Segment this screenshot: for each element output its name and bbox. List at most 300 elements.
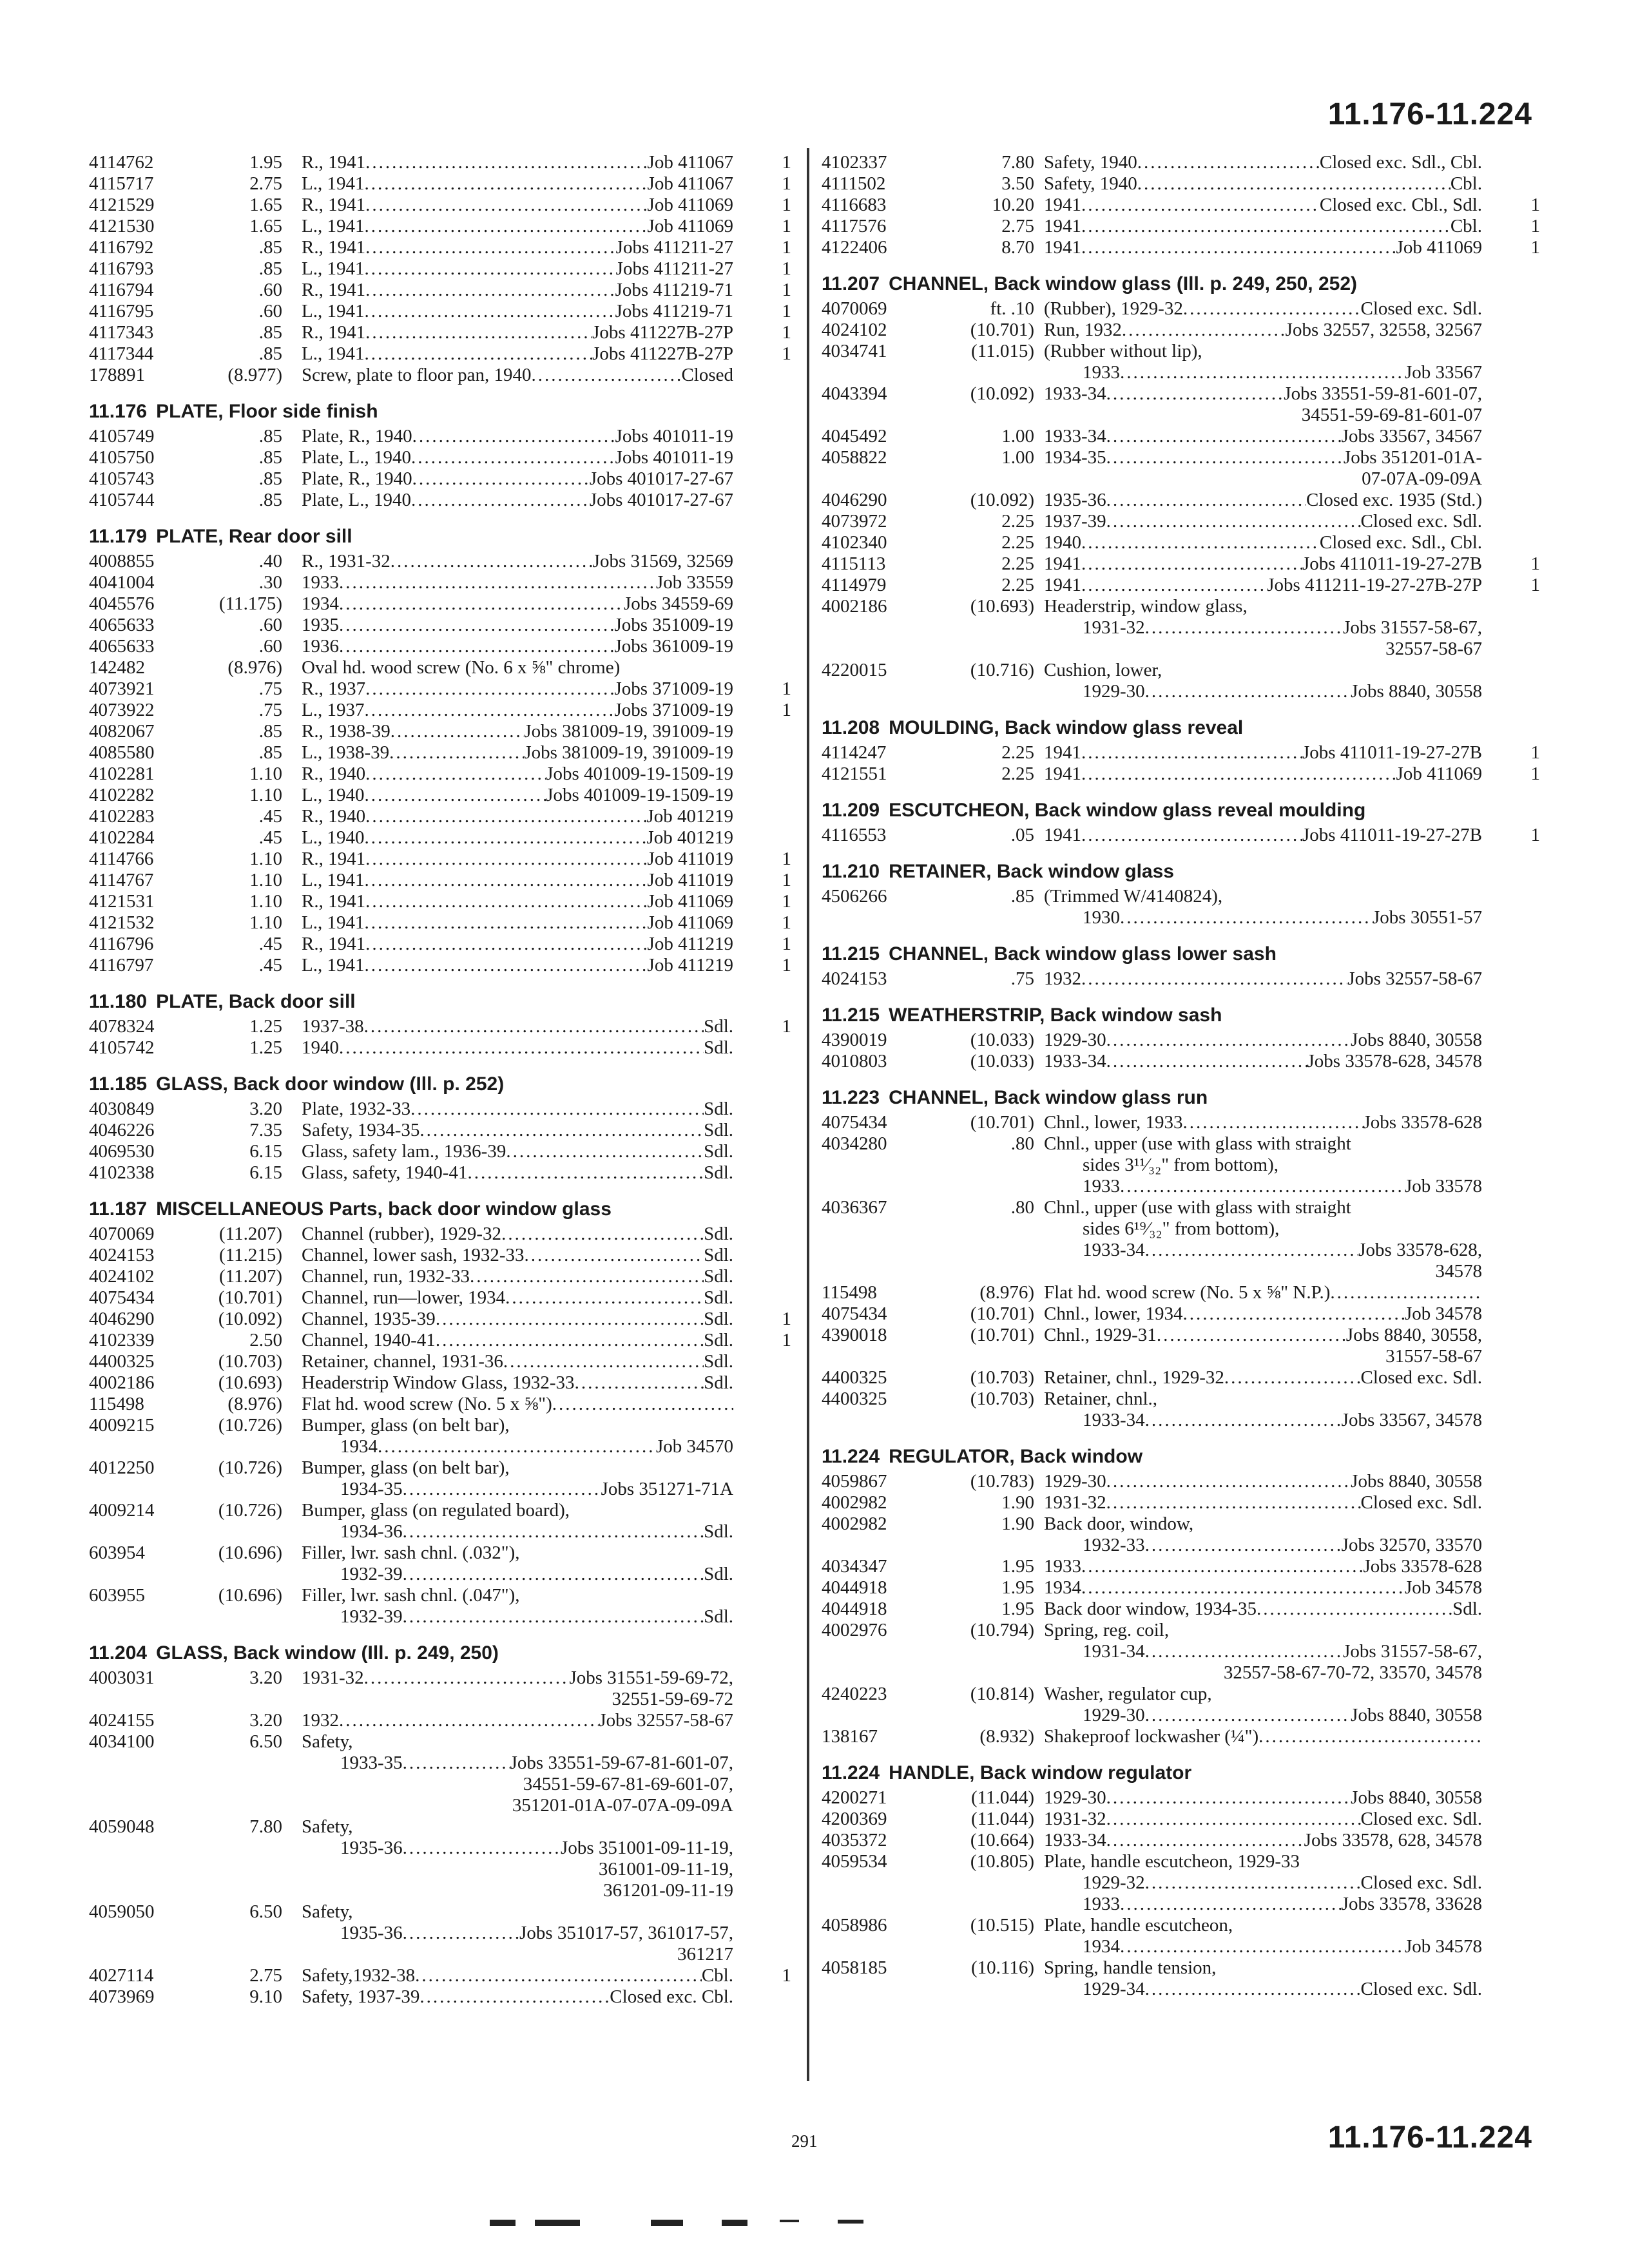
- description: [302, 490, 733, 511]
- catalog-row: [89, 216, 791, 237]
- description-text: L., 1941: [302, 870, 365, 890]
- quantity: 1: [1530, 575, 1540, 595]
- part-number: 4400325: [89, 1351, 155, 1372]
- application: Jobs 8840, 30558: [1351, 1705, 1482, 1725]
- continuation: [302, 1521, 733, 1542]
- description-text: Bumper, glass (on belt bar),: [302, 1415, 510, 1436]
- description-text: R., 1940: [302, 806, 366, 827]
- description-text: 1933-34: [1044, 1830, 1106, 1850]
- price: .85: [258, 742, 282, 763]
- description: [302, 636, 733, 657]
- part-number: 4045576: [89, 593, 155, 614]
- part-number: 4034280: [822, 1133, 887, 1154]
- part-number: 4041004: [89, 572, 155, 593]
- section-number: 11.215: [822, 1004, 880, 1026]
- price: 3.20: [249, 1667, 282, 1688]
- section-heading: [822, 1762, 1540, 1785]
- description: [302, 468, 733, 490]
- part-number: 4117576: [822, 216, 887, 236]
- description-text: R., 1941: [302, 237, 366, 258]
- price: .85: [258, 258, 282, 279]
- part-number: 4069530: [89, 1141, 155, 1162]
- description: [302, 1224, 733, 1245]
- section-number: 11.207: [822, 273, 880, 294]
- quantity: 1: [1530, 553, 1540, 574]
- part-number: 4070069: [822, 298, 887, 319]
- description: [1044, 1133, 1482, 1155]
- description: [302, 785, 733, 806]
- application: Job 33559: [655, 572, 733, 593]
- description: [1044, 1556, 1482, 1577]
- description: [1044, 553, 1482, 575]
- quantity: 1: [782, 301, 791, 322]
- description: [1044, 237, 1482, 258]
- description-text: 1934-35: [1044, 447, 1106, 468]
- quantity: 1: [782, 934, 791, 954]
- part-number: 4065633: [89, 636, 155, 657]
- description-text: 1929-32: [1083, 1872, 1145, 1893]
- catalog-row: [89, 955, 791, 976]
- part-number: 4002976: [822, 1620, 887, 1640]
- catalog-row: [89, 615, 791, 636]
- description-text: L., 1941: [302, 343, 365, 364]
- price: 1.95: [1001, 1577, 1034, 1598]
- catalog-row: [822, 1809, 1540, 1830]
- price: (11.215): [219, 1245, 282, 1265]
- price: 1.95: [1001, 1599, 1034, 1619]
- application: Sdl.: [704, 1141, 733, 1162]
- leader-dots: [505, 1287, 704, 1309]
- description: [1044, 1389, 1482, 1410]
- catalog-continuation-row: [822, 1535, 1540, 1556]
- description: [302, 1457, 733, 1479]
- leader-dots: [1081, 553, 1302, 575]
- part-number: 4012250: [89, 1457, 155, 1478]
- description-text: Filler, lwr. sash chnl. (.047"),: [302, 1585, 520, 1606]
- leader-dots: [1120, 1176, 1405, 1197]
- description-text: R., 1941: [302, 280, 366, 300]
- description-text: 1933: [1083, 362, 1120, 383]
- price: 3.20: [249, 1099, 282, 1119]
- leader-dots: [339, 572, 656, 593]
- price: (10.703): [970, 1367, 1034, 1388]
- section-number: 11.209: [822, 800, 880, 821]
- part-number: 4116796: [89, 934, 154, 954]
- description: [302, 1986, 733, 2008]
- application: Job 411219: [647, 955, 733, 975]
- description: [302, 1120, 733, 1141]
- catalog-continuation-row: [822, 617, 1540, 639]
- leader-dots: [1106, 447, 1344, 468]
- column-divider: [807, 148, 809, 2081]
- description-text: Channel, 1935-39: [302, 1309, 436, 1329]
- application: Jobs 33567, 34567: [1341, 426, 1482, 447]
- price: (10.701): [970, 1303, 1034, 1324]
- application: Jobs 411211-27: [615, 237, 733, 258]
- description: [1044, 1197, 1482, 1218]
- part-number: 4114762: [89, 152, 154, 173]
- catalog-row: [89, 1099, 791, 1120]
- leader-dots: [1145, 617, 1343, 639]
- catalog-row: [822, 1599, 1540, 1620]
- description: [302, 849, 733, 870]
- continuation: [302, 1564, 733, 1585]
- part-number: 4116795: [89, 301, 154, 322]
- price: 3.50: [1001, 173, 1034, 194]
- section-heading: [89, 1073, 791, 1096]
- quantity: 1: [782, 849, 791, 869]
- price: (10.794): [970, 1620, 1034, 1640]
- continuation: [1044, 1894, 1482, 1915]
- catalog-row: [822, 660, 1540, 681]
- section-title-text: PLATE, Floor side finish: [156, 401, 378, 422]
- application: Job 411069: [1396, 764, 1482, 784]
- description: [302, 195, 733, 216]
- description: [302, 1351, 733, 1372]
- leader-dots: [411, 490, 590, 511]
- leader-dots: [364, 700, 614, 721]
- part-number: 4075434: [89, 1287, 155, 1308]
- part-number: 4043394: [822, 383, 887, 404]
- catalog-continuation-row: [89, 1838, 791, 1859]
- description-text: Plate, R., 1940: [302, 426, 412, 447]
- application: Job 401219: [646, 827, 733, 848]
- catalog-row: [89, 1162, 791, 1184]
- leader-dots: [364, 216, 647, 237]
- description-text: Chnl., lower, 1933: [1044, 1112, 1183, 1133]
- leader-dots: [390, 551, 593, 572]
- price: .40: [258, 551, 282, 572]
- leader-dots: [1081, 968, 1347, 990]
- price: 2.25: [1001, 511, 1034, 532]
- section-title-text: PLATE, Rear door sill: [156, 526, 352, 547]
- price: ft. .10: [990, 298, 1034, 319]
- application: Jobs 351009-19: [614, 615, 733, 635]
- application: Job 411219: [647, 934, 733, 954]
- price: (10.696): [218, 1542, 282, 1563]
- catalog-continuation-row: [89, 1436, 791, 1457]
- description: [302, 678, 733, 700]
- description-text: Chnl., upper (use with glass with straight: [1044, 1133, 1351, 1154]
- catalog-continuation-row: [822, 1410, 1540, 1431]
- description-text: 1935-36: [1044, 490, 1106, 510]
- part-number: 4114247: [822, 742, 887, 763]
- description-text: R., 1941: [302, 849, 366, 869]
- price: 1.95: [1001, 1556, 1034, 1577]
- catalog-row: [89, 468, 791, 490]
- price: 2.25: [1001, 575, 1034, 595]
- catalog-row: [822, 426, 1540, 447]
- section-number: 11.187: [89, 1198, 148, 1220]
- description: [302, 173, 733, 195]
- section-number: 11.210: [822, 861, 880, 882]
- description-text: Retainer, chnl., 1929-32: [1044, 1367, 1224, 1388]
- description-text: Washer, regulator cup,: [1044, 1684, 1212, 1704]
- description-text: sides 6¹⁹⁄₃₂" from bottom),: [1083, 1218, 1280, 1239]
- description-text: 1932-33: [1083, 1535, 1145, 1555]
- description-text: Plate, L., 1940: [302, 490, 411, 510]
- leader-dots: [364, 785, 546, 806]
- description: [302, 870, 733, 891]
- description-text: 1941: [1044, 575, 1081, 595]
- application: Sdl.: [704, 1309, 733, 1329]
- continuation: [302, 1859, 733, 1880]
- continuation: [1044, 1641, 1482, 1662]
- catalog-continuation-row: [822, 1240, 1540, 1261]
- continuation: [1044, 1662, 1482, 1684]
- description: [1044, 216, 1482, 237]
- description-text: L., 1940: [302, 827, 365, 848]
- description: [302, 1667, 733, 1689]
- catalog-continuation-row: [822, 1218, 1540, 1240]
- leader-dots: [365, 806, 646, 827]
- application: Jobs 32557-58-67: [599, 1710, 733, 1731]
- application: Jobs 33551-59-67-81-601-07,: [510, 1753, 733, 1773]
- application: Sdl.: [704, 1287, 733, 1308]
- price: .45: [258, 955, 282, 975]
- description: [1044, 1492, 1482, 1514]
- description-text: 1934-35: [340, 1479, 403, 1499]
- price: (10.701): [970, 1112, 1034, 1133]
- price: 1.10: [249, 912, 282, 933]
- quantity: 1: [782, 173, 791, 194]
- application: Jobs 411219-71: [615, 280, 733, 300]
- price: (11.015): [971, 341, 1034, 361]
- leader-dots: [403, 1838, 561, 1859]
- price: 6.50: [249, 1731, 282, 1752]
- part-number: 4024153: [89, 1245, 155, 1265]
- description: [302, 827, 733, 849]
- continuation: [1044, 468, 1482, 490]
- application: Sdl.: [704, 1037, 733, 1058]
- price: .80: [1010, 1197, 1034, 1218]
- continuation: [302, 1689, 733, 1710]
- price: (11.044): [971, 1809, 1034, 1829]
- description: [302, 1309, 733, 1330]
- description-text: Spring, reg. coil,: [1044, 1620, 1170, 1640]
- left-column: [89, 152, 791, 2008]
- part-number: 4010803: [822, 1051, 887, 1072]
- part-number: 4102339: [89, 1330, 155, 1350]
- application: 351201-01A-07-07A-09-09A: [512, 1795, 733, 1816]
- catalog-row: [822, 1303, 1540, 1325]
- leader-dots: [1106, 1809, 1361, 1830]
- section-heading: [822, 273, 1540, 296]
- application: Closed exc. Sdl.: [1360, 1979, 1482, 1999]
- description: [302, 593, 733, 615]
- application: Jobs 361009-19: [614, 636, 733, 657]
- leader-dots: [1145, 1872, 1361, 1894]
- continuation: [1044, 639, 1482, 660]
- description-text: 1929-30: [1044, 1030, 1106, 1050]
- leader-dots: [467, 1162, 704, 1184]
- leader-dots: [525, 1245, 704, 1266]
- description-text: 1934: [1083, 1936, 1120, 1957]
- description: [1044, 1112, 1482, 1133]
- description-text: R., 1941: [302, 934, 366, 954]
- price: .60: [258, 280, 282, 300]
- application: 32551-59-69-72: [612, 1689, 733, 1709]
- application: Job 33567: [1404, 362, 1482, 383]
- price: 1.25: [249, 1016, 282, 1037]
- section-number: 11.185: [89, 1073, 148, 1095]
- price: .85: [258, 468, 282, 489]
- catalog-row: [89, 447, 791, 468]
- application: 361001-09-11-19,: [598, 1859, 733, 1879]
- description: [302, 1245, 733, 1266]
- application: Jobs 411011-19-27-27B: [1302, 825, 1482, 845]
- description-text: 1935: [302, 615, 339, 635]
- section-number: 11.223: [822, 1087, 880, 1108]
- catalog-continuation-row: [822, 681, 1540, 702]
- part-number: 4024102: [822, 320, 887, 340]
- page-number: 291: [791, 2131, 818, 2151]
- price: 2.25: [1001, 764, 1034, 784]
- description-text: Flat hd. wood screw (No. 5 x ⅝"): [302, 1394, 552, 1414]
- leader-dots: [1081, 742, 1302, 764]
- price: .60: [258, 636, 282, 657]
- description-text: R., 1941: [302, 195, 366, 215]
- description: [1044, 575, 1482, 596]
- description: [1044, 1514, 1482, 1535]
- catalog-row: [822, 742, 1540, 764]
- part-number: 4102337: [822, 152, 887, 173]
- part-number: 4002982: [822, 1492, 887, 1513]
- leader-dots: [365, 280, 615, 301]
- leader-dots: [1106, 1492, 1361, 1514]
- description-text: R., 1937: [302, 678, 366, 699]
- quantity: 1: [782, 322, 791, 343]
- description: [302, 1500, 733, 1521]
- quantity: 1: [782, 195, 791, 215]
- description-text: Chnl., 1929-31: [1044, 1325, 1157, 1345]
- application: Closed exc. Sdl.: [1360, 511, 1482, 532]
- description: [302, 721, 733, 742]
- catalog-continuation-row: [89, 1923, 791, 1944]
- catalog-row: [89, 1037, 791, 1059]
- continuation: [302, 1753, 733, 1774]
- application: Closed exc. Sdl., Cbl.: [1319, 532, 1482, 553]
- catalog-continuation-row: [89, 1689, 791, 1710]
- catalog-row: [89, 870, 791, 891]
- catalog-continuation-row: [822, 639, 1540, 660]
- leader-dots: [364, 301, 615, 322]
- description: [302, 237, 733, 258]
- part-number: 4102281: [89, 764, 155, 784]
- description-text: L., 1937: [302, 700, 365, 720]
- leader-dots: [365, 764, 546, 785]
- application: Cbl.: [1450, 173, 1482, 194]
- description: [302, 280, 733, 301]
- continuation: [1044, 1979, 1482, 2000]
- application: Job 401219: [646, 806, 733, 827]
- application: Job 34570: [655, 1436, 733, 1457]
- section-title-text: ESCUTCHEON, Back window glass reveal moulding: [889, 800, 1366, 821]
- application: Sdl.: [704, 1266, 733, 1287]
- price: (10.693): [970, 596, 1034, 617]
- description-text: Plate, 1932-33: [302, 1099, 411, 1119]
- price: 7.80: [1001, 152, 1034, 173]
- quantity: 1: [782, 280, 791, 300]
- catalog-row: [89, 1372, 791, 1394]
- part-number: 4200369: [822, 1809, 887, 1829]
- part-number: 4121530: [89, 216, 155, 236]
- leader-dots: [532, 365, 682, 386]
- description-text: 1934: [340, 1436, 378, 1457]
- catalog-row: [822, 1133, 1540, 1155]
- section-title-text: PLATE, Back door sill: [156, 991, 356, 1012]
- catalog-row: [89, 365, 791, 386]
- description: [1044, 1787, 1482, 1809]
- price: (10.092): [970, 490, 1034, 510]
- part-number: 4121529: [89, 195, 155, 215]
- catalog-row: [89, 934, 791, 955]
- quantity: 1: [782, 152, 791, 173]
- part-number: 603954: [89, 1542, 145, 1563]
- leader-dots: [364, 173, 647, 195]
- catalog-row: [822, 596, 1540, 617]
- application: Sdl.: [704, 1120, 733, 1140]
- description-text: Cushion, lower,: [1044, 660, 1162, 680]
- description-text: 1933-34: [1044, 1051, 1106, 1072]
- application: Job 411069: [647, 912, 733, 933]
- description: [302, 551, 733, 572]
- description-text: Chnl., upper (use with glass with straight: [1044, 1197, 1351, 1218]
- leader-dots: [365, 934, 647, 955]
- catalog-continuation-row: [822, 1346, 1540, 1367]
- catalog-row: [89, 912, 791, 934]
- application: Job 34578: [1404, 1577, 1482, 1598]
- leader-dots: [1122, 320, 1286, 341]
- scan-artifact: [838, 2220, 863, 2224]
- continuation: [1044, 1535, 1482, 1556]
- application: Jobs 401011-19: [615, 447, 733, 468]
- price: 2.25: [1001, 553, 1034, 574]
- price: 2.50: [249, 1330, 282, 1350]
- price: (10.726): [218, 1415, 282, 1436]
- application: Closed exc. Sdl.: [1360, 298, 1482, 319]
- description: [302, 1415, 733, 1436]
- part-number: 4059867: [822, 1471, 887, 1492]
- application: Jobs 32570, 33570: [1341, 1535, 1482, 1555]
- application: Closed exc. Cbl.: [610, 1986, 733, 2007]
- leader-dots: [364, 1667, 570, 1689]
- part-number: 603955: [89, 1585, 145, 1606]
- leader-dots: [1081, 237, 1396, 258]
- description-text: Spring, handle tension,: [1044, 1957, 1217, 1978]
- catalog-row: [89, 1731, 791, 1753]
- description: [1044, 298, 1482, 320]
- description: [1044, 660, 1482, 681]
- leader-dots: [1081, 195, 1320, 216]
- catalog-row: [89, 827, 791, 849]
- description: [1044, 383, 1482, 405]
- description-text: R., 1941: [302, 322, 366, 343]
- description: [302, 1965, 733, 1986]
- price: (10.701): [218, 1287, 282, 1308]
- application: Jobs 31557-58-67,: [1343, 1641, 1482, 1662]
- application: Jobs 33578-628, 34578: [1307, 1051, 1482, 1072]
- scan-artifact: [535, 2220, 580, 2226]
- part-number: 4105744: [89, 490, 155, 510]
- leader-dots: [365, 678, 614, 700]
- price: .85: [258, 721, 282, 742]
- description-text: 1935-36: [340, 1838, 403, 1858]
- leader-dots: [364, 258, 615, 280]
- application: Jobs 351201-01A-: [1343, 447, 1482, 468]
- description: [1044, 1684, 1482, 1705]
- part-number: 4073921: [89, 678, 155, 699]
